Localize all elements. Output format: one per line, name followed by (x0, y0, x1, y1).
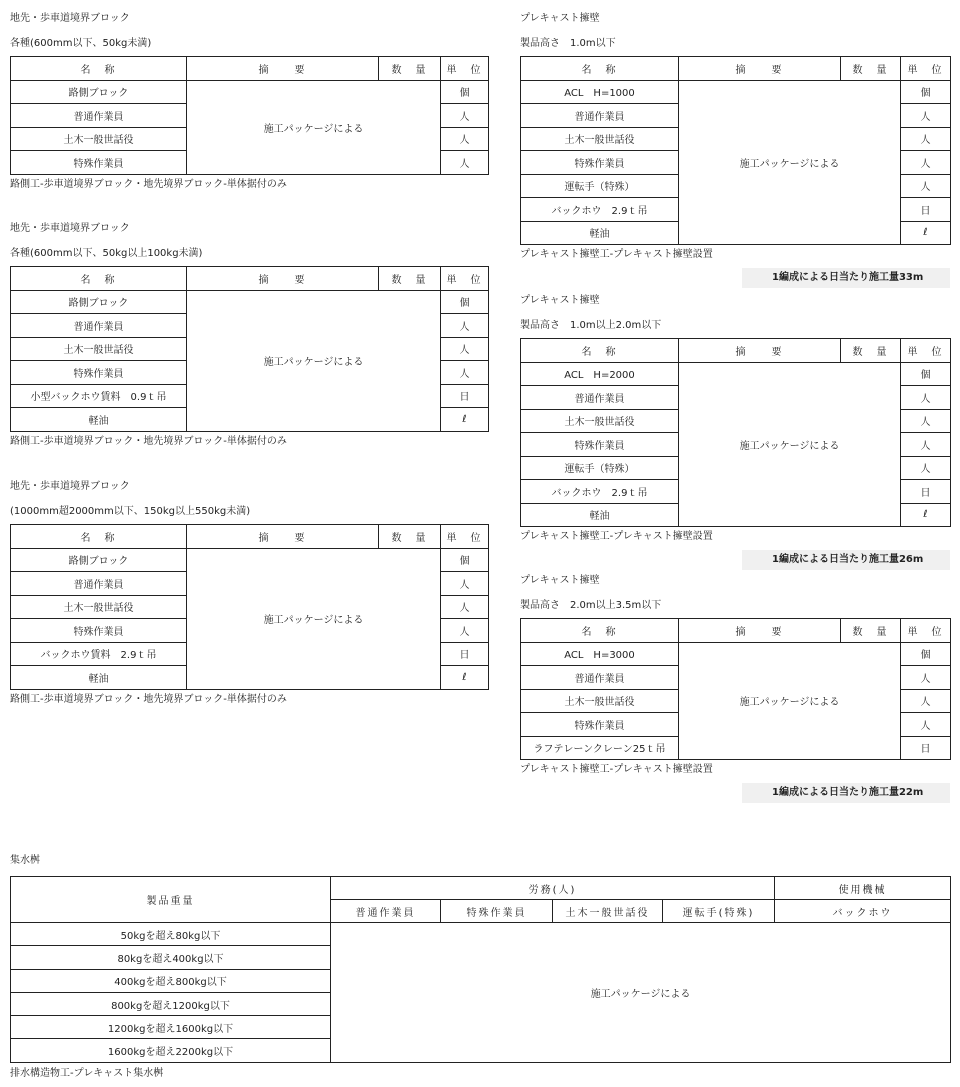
unit-cell: 日 (901, 198, 951, 222)
unit-cell: 人 (441, 595, 489, 619)
column-header: 名 称 (521, 339, 679, 363)
quantity-table (520, 56, 951, 245)
item-name: バックホウ賃料 2.9ｔ吊 (11, 642, 187, 666)
column-header: 単 位 (901, 339, 951, 363)
unit-cell: 個 (441, 290, 489, 314)
unit-cell: 人 (441, 361, 489, 385)
item-name: 路側ブロック (11, 548, 187, 572)
catch-basin-note: 排水構造物工-プレキャスト集水桝 (10, 1068, 164, 1079)
item-name: ACL H=2000 (521, 362, 679, 386)
unit-cell: 人 (901, 713, 951, 737)
unit-cell: ℓ (441, 666, 489, 690)
item-name: 軽油 (521, 503, 679, 527)
unit-cell: 人 (441, 619, 489, 643)
table-row (521, 362, 951, 386)
item-name: 土木一般世話役 (521, 409, 679, 433)
column-header: 摘 要 (187, 525, 379, 549)
item-name: 路側ブロック (11, 290, 187, 314)
remark-cell: 施工パッケージによる (187, 80, 441, 174)
item-name: 特殊作業員 (11, 151, 187, 175)
labor-column-header: 特殊作業員 (441, 900, 553, 923)
item-name: 小型バックホウ賃料 0.9ｔ吊 (11, 384, 187, 408)
column-header: 数 量 (379, 57, 441, 81)
column-header: 摘 要 (187, 57, 379, 81)
item-name: ラフテレーンクレーン25ｔ吊 (521, 736, 679, 760)
unit-cell: 人 (901, 174, 951, 198)
section-subtitle: 製品高さ 2.0m以上3.5m以下 (520, 600, 662, 611)
daily-rate-label: 1編成による日当たり施工量22m (742, 783, 950, 803)
item-name: 軽油 (521, 221, 679, 245)
unit-cell: 人 (901, 151, 951, 175)
column-header: 単 位 (441, 267, 489, 291)
table-header-row (521, 339, 951, 363)
section-title: 地先・歩車道境界ブロック (10, 481, 130, 492)
table-row (11, 80, 489, 104)
quantity-table (520, 338, 951, 527)
item-name: 特殊作業員 (11, 619, 187, 643)
remark-cell: 施工パッケージによる (679, 80, 901, 245)
unit-cell: ℓ (901, 503, 951, 527)
item-name: 普通作業員 (11, 104, 187, 128)
item-name: 特殊作業員 (521, 713, 679, 737)
column-header: 単 位 (901, 619, 951, 643)
unit-cell: 人 (441, 127, 489, 151)
item-name: 運転手（特殊） (521, 456, 679, 480)
item-name: 土木一般世話役 (11, 595, 187, 619)
remark-cell: 施工パッケージによる (679, 642, 901, 760)
item-name: 普通作業員 (521, 666, 679, 690)
unit-cell: 人 (441, 337, 489, 361)
column-header: 数 量 (379, 267, 441, 291)
unit-cell: 人 (441, 151, 489, 175)
weight-range-cell: 400kgを超え800kg以下 (11, 969, 331, 992)
column-header: 摘 要 (187, 267, 379, 291)
labor-column-header: 運転手(特殊) (663, 900, 775, 923)
table-row (521, 642, 951, 666)
section-note: 路側工-歩車道境界ブロック・地先境界ブロック-単体据付のみ (10, 693, 287, 705)
item-name: 軽油 (11, 408, 187, 432)
weight-range-cell: 1200kgを超え1600kg以下 (11, 1016, 331, 1039)
unit-cell: 個 (441, 548, 489, 572)
daily-rate-label: 1編成による日当たり施工量26m (742, 550, 950, 570)
column-header: 名 称 (11, 57, 187, 81)
section-note: 路側工-歩車道境界ブロック・地先境界ブロック-単体据付のみ (10, 435, 287, 447)
unit-cell: 人 (441, 572, 489, 596)
unit-cell: 人 (901, 456, 951, 480)
quantity-table (10, 524, 489, 690)
section-note: 路側工-歩車道境界ブロック・地先境界ブロック-単体据付のみ (10, 178, 287, 190)
section-note: プレキャスト擁壁工-プレキャスト擁壁設置 (520, 249, 713, 260)
quantity-table (10, 56, 489, 175)
item-name: 土木一般世話役 (521, 127, 679, 151)
table-header-row (521, 57, 951, 81)
catch-basin-table (10, 876, 951, 1063)
unit-cell: 人 (901, 386, 951, 410)
weight-range-cell: 1600kgを超え2200kg以下 (11, 1039, 331, 1062)
section-title: 地先・歩車道境界ブロック (10, 13, 130, 24)
item-name: 普通作業員 (521, 104, 679, 128)
weight-range-cell: 80kgを超え400kg以下 (11, 946, 331, 969)
table-row (11, 923, 951, 946)
table-header-row (11, 267, 489, 291)
column-header: 摘 要 (679, 619, 841, 643)
section-subtitle: (1000mm超2000mm以下、150kg以上550kg未満) (10, 506, 251, 517)
machine-column-header: バックホウ (775, 900, 951, 923)
unit-cell: 人 (901, 433, 951, 457)
quantity-table (520, 618, 951, 760)
column-header: 名 称 (521, 619, 679, 643)
unit-cell: 日 (441, 642, 489, 666)
daily-rate-label: 1編成による日当たり施工量33m (742, 268, 950, 288)
item-name: 土木一般世話役 (11, 337, 187, 361)
labor-header: 労務(人) (331, 877, 775, 900)
table-row (11, 290, 489, 314)
section-title: 地先・歩車道境界ブロック (10, 223, 130, 234)
table-header-row (11, 877, 951, 900)
machine-header: 使用機械 (775, 877, 951, 900)
section-subtitle: 製品高さ 1.0m以上2.0m以下 (520, 320, 662, 331)
section-subtitle: 各種(600mm以下、50kg未満) (10, 38, 152, 49)
item-name: 普通作業員 (521, 386, 679, 410)
quantity-table (10, 266, 489, 432)
table-header-row (521, 619, 951, 643)
table-header-row (11, 57, 489, 81)
unit-cell: 個 (901, 362, 951, 386)
item-name: 普通作業員 (11, 572, 187, 596)
labor-column-header: 土木一般世話役 (553, 900, 663, 923)
section-note: プレキャスト擁壁工-プレキャスト擁壁設置 (520, 531, 713, 542)
item-name: 普通作業員 (11, 314, 187, 338)
unit-cell: ℓ (441, 408, 489, 432)
item-name: ACL H=3000 (521, 642, 679, 666)
unit-cell: 日 (441, 384, 489, 408)
unit-cell: 人 (901, 689, 951, 713)
catch-basin-title: 集水桝 (10, 855, 40, 866)
column-header: 摘 要 (679, 57, 841, 81)
column-header: 単 位 (441, 57, 489, 81)
item-name: バックホウ 2.9ｔ吊 (521, 480, 679, 504)
column-header: 単 位 (441, 525, 489, 549)
unit-cell: 個 (441, 80, 489, 104)
remark-cell: 施工パッケージによる (187, 548, 441, 689)
item-name: 運転手（特殊） (521, 174, 679, 198)
item-name: 特殊作業員 (521, 151, 679, 175)
unit-cell: 日 (901, 480, 951, 504)
unit-cell: 人 (901, 409, 951, 433)
item-name: 軽油 (11, 666, 187, 690)
unit-cell: 日 (901, 736, 951, 760)
column-header: 数 量 (841, 619, 901, 643)
unit-cell: 人 (441, 314, 489, 338)
unit-cell: 人 (901, 666, 951, 690)
item-name: 土木一般世話役 (11, 127, 187, 151)
table-row (11, 548, 489, 572)
section-title: プレキャスト擁壁 (520, 13, 600, 24)
remark-cell: 施工パッケージによる (331, 923, 951, 1063)
remark-cell: 施工パッケージによる (679, 362, 901, 527)
column-header: 数 量 (379, 525, 441, 549)
table-row (521, 80, 951, 104)
column-header: 摘 要 (679, 339, 841, 363)
column-header: 名 称 (521, 57, 679, 81)
unit-cell: 人 (441, 104, 489, 128)
unit-cell: 人 (901, 104, 951, 128)
labor-column-header: 普通作業員 (331, 900, 441, 923)
section-subtitle: 製品高さ 1.0m以下 (520, 38, 616, 49)
weight-header: 製品重量 (11, 877, 331, 923)
item-name: 路側ブロック (11, 80, 187, 104)
item-name: 特殊作業員 (521, 433, 679, 457)
unit-cell: ℓ (901, 221, 951, 245)
column-header: 単 位 (901, 57, 951, 81)
unit-cell: 個 (901, 80, 951, 104)
section-note: プレキャスト擁壁工-プレキャスト擁壁設置 (520, 764, 713, 775)
item-name: 土木一般世話役 (521, 689, 679, 713)
item-name: ACL H=1000 (521, 80, 679, 104)
section-title: プレキャスト擁壁 (520, 295, 600, 306)
unit-cell: 人 (901, 127, 951, 151)
column-header: 名 称 (11, 267, 187, 291)
item-name: バックホウ 2.9ｔ吊 (521, 198, 679, 222)
weight-range-cell: 50kgを超え80kg以下 (11, 923, 331, 946)
item-name: 特殊作業員 (11, 361, 187, 385)
unit-cell: 個 (901, 642, 951, 666)
column-header: 数 量 (841, 57, 901, 81)
remark-cell: 施工パッケージによる (187, 290, 441, 431)
section-title: プレキャスト擁壁 (520, 575, 600, 586)
section-subtitle: 各種(600mm以下、50kg以上100kg未満) (10, 248, 203, 259)
column-header: 数 量 (841, 339, 901, 363)
weight-range-cell: 800kgを超え1200kg以下 (11, 992, 331, 1015)
table-header-row (11, 525, 489, 549)
column-header: 名 称 (11, 525, 187, 549)
